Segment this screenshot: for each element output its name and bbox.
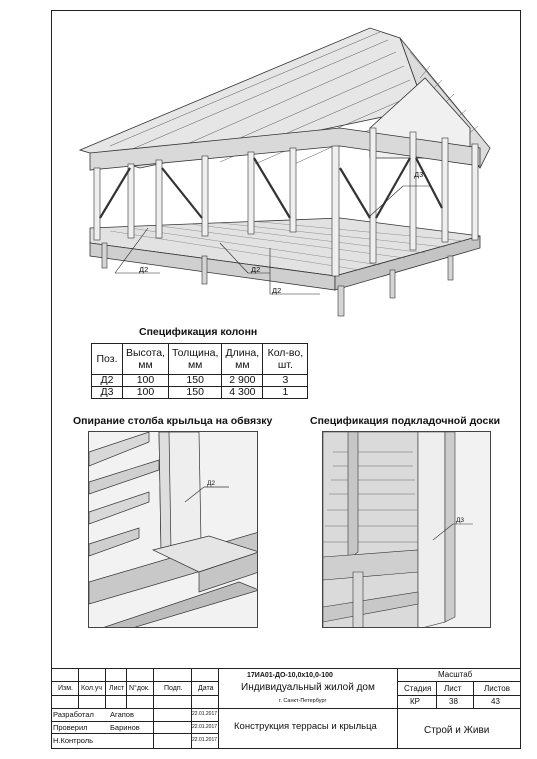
stamp-role: Проверил [53,723,88,732]
stamp-scale-label: Масштаб [438,670,473,679]
table-cell: 150 [168,387,221,399]
stamp-sheet-title: Конструкция террасы и крыльца [234,721,377,732]
table-cell: 1 [263,387,308,399]
stamp-stage: КР [410,697,420,706]
column-spec-table [91,343,308,399]
table-cell: 150 [168,375,221,387]
table-row [92,387,308,399]
table-row [92,375,308,387]
stamp-project: Индивидуальный жилой дом [241,682,375,693]
stamp-col-header: Изм. [58,685,73,692]
table-header: Поз. [92,344,123,375]
spec-title: Спецификация колонн [139,326,258,338]
stamp-date: 22.01.2017 [192,737,218,743]
stamp-stage-label: Стадия [404,684,432,693]
house-frame-3d-view [70,18,502,323]
detail-right-view [322,431,491,628]
callout-d2-middle: Д2 [251,265,261,274]
detail-left-callout: Д2 [207,480,216,487]
stamp-role: Разработал [53,710,94,719]
stamp-sheet-label: Лист [444,684,462,693]
stamp-col-header: Дата [198,685,214,692]
table-cell: 3 [263,375,308,387]
callout-d3: Д3 [414,170,424,179]
detail-left-title: Опирание столба крыльца на обвязку [73,415,273,427]
stamp-date: 22.01.2017 [192,711,218,717]
stamp-code: 17ИА01-ДО-10,0х10,0-100 [247,672,333,679]
stamp-col-header: Лист [109,685,125,692]
table-header: Кол-во, шт. [263,344,308,375]
stamp-city: г. Санкт-Петербург [279,698,327,704]
support-board-drawing [323,432,491,628]
stamp-name: Баринов [110,723,140,732]
stamp-col-header: N°док. [129,685,150,692]
detail-right-callout: Д3 [456,517,465,524]
detail-left-view [88,431,258,628]
stamp-sheets: 43 [491,697,500,706]
title-block [51,668,521,749]
stamp-role: Н.Контроль [53,736,94,745]
stamp-name: Агапов [110,710,134,719]
stamp-date: 22.01.2017 [192,724,218,730]
table-header: Длина, мм [222,344,263,375]
stamp-col-header: Кол.уч [81,685,102,692]
stamp-company: Строй и Живи [424,725,490,736]
detail-right-title: Спецификация подкладочной доски [310,415,501,427]
table-cell: Д2 [92,375,123,387]
stamp-sheets-label: Листов [484,684,510,693]
stamp-sheet: 38 [449,697,458,706]
table-cell: Д3 [92,387,123,399]
callout-d2-bottom: Д2 [272,286,282,295]
table-cell: 100 [123,375,169,387]
table-cell: 4 300 [222,387,263,399]
post-on-rim-drawing [89,432,258,628]
table-cell: 100 [123,387,169,399]
callout-d2-left: Д2 [139,265,149,274]
table-header: Высота, мм [123,344,169,375]
table-cell: 2 900 [222,375,263,387]
table-header: Толщина, мм [168,344,221,375]
stamp-col-header: Подп. [164,685,183,692]
